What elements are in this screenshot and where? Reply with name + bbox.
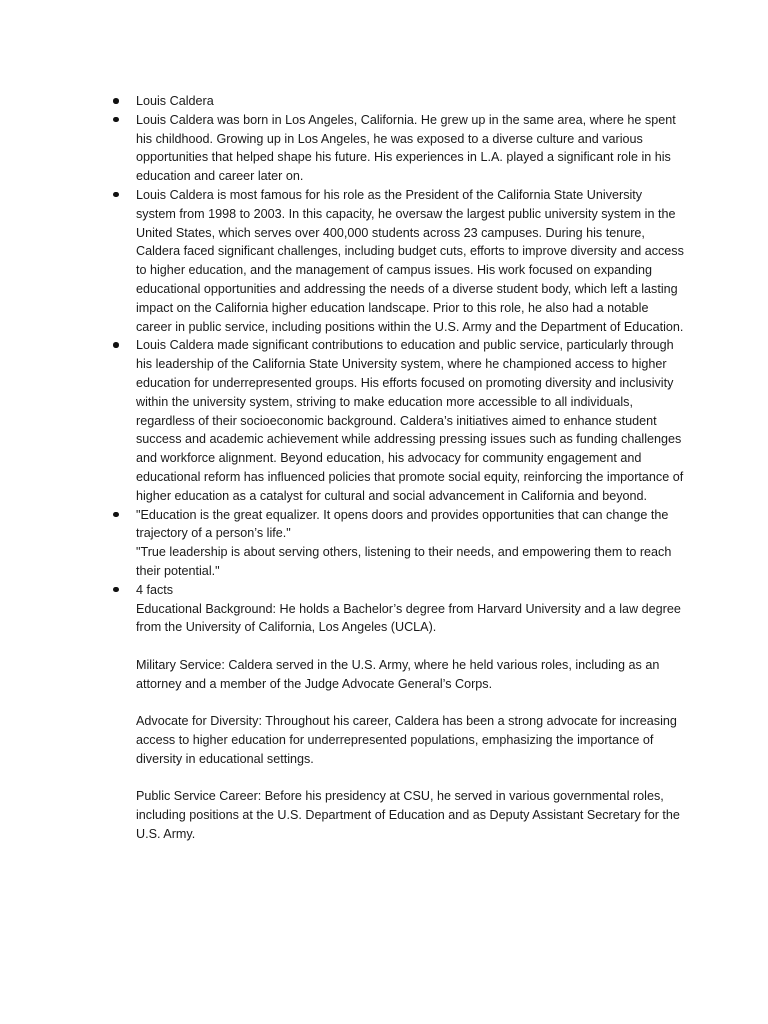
bullet-item [136,92,684,111]
bullet-item [136,506,684,581]
blank-line [136,769,684,788]
bullet-paragraph: Louis Caldera was born in Los Angeles, California. He grew up in the same area, where he spent his childhood. Growing up in Los Angeles, he was exposed to a diverse culture and various opportunities that helped shape his future. His experiences in L.A. played a significant role in his education and career later on. [136,112,676,184]
bullet-item [136,111,684,186]
bullet-item [136,581,684,844]
bullet-item [136,186,684,336]
bullet-paragraph: 4 facts [136,582,174,597]
bullet-paragraph: "Education is the great equalizer. It opens doors and provides opportunities that can change the trajectory of a person’s life." [136,507,669,541]
bullet-paragraph: Military Service: Caldera served in the U.S. Army, where he held various roles, including as an attorney and a member of the Judge Advocate General’s Corps. [136,657,660,691]
bullet-paragraph: Louis Caldera is most famous for his role as the President of the California State University system from 1998 to 2003. In this capacity, he oversaw the largest public university system in the United States, which serves over 400,000 students across 23 campuses. During his tenure, Caldera faced significant challenges, including budget cuts, efforts to improve diversity and access to higher education, and the management of campus issues. His work focused on expanding educational opportunities and addressing the needs of a diverse student body, which left a lasting impact on the California higher education landscape. Prior to this role, he also had a notable career in public service, including positions within the U.S. Army and the Department of Education. [136,187,684,334]
bullet-paragraph: "True leadership is about serving others, listening to their needs, and empowering them to reach their potential." [136,545,672,578]
bullet-item [136,336,684,505]
bullet-paragraph: Public Service Career: Before his presidency at CSU, he served in various governmental roles, including positions at the U.S. Department of Education and as Deputy Assistant Secretary for the U.S. Army. [136,789,680,842]
bullet-paragraph: Advocate for Diversity: Throughout his career, Caldera has been a strong advocate for increasing access to higher education for underrepresented populations, emphasizing the importance of diversity in educational settings. [136,714,677,766]
bullet-paragraph: Educational Background: He holds a Bachelor’s degree from Harvard University and a law degree from the University of California, Los Angeles (UCLA). [136,601,681,635]
blank-line [136,694,684,713]
bullet-paragraph: Louis Caldera made significant contributions to education and public service, particularly through his leadership of the California State University system, where he championed access to higher education for underrepresented groups. His efforts focused on promoting diversity and inclusivity within the university system, striving to make education more accessible to all individuals, regardless of their socioeconomic background. Caldera’s initiatives aimed to enhance student success and academic achievement while addressing pressing issues such as funding challenges and workforce alignment. Beyond education, his advocacy for community engagement and educational reform has influenced policies that promote social equity, reinforcing the importance of higher education as a catalyst for cultural and social advancement in California and beyond. [136,338,684,503]
blank-line [136,637,684,656]
bullet-paragraph: Louis Caldera [136,94,214,108]
bullet-list [136,92,684,844]
